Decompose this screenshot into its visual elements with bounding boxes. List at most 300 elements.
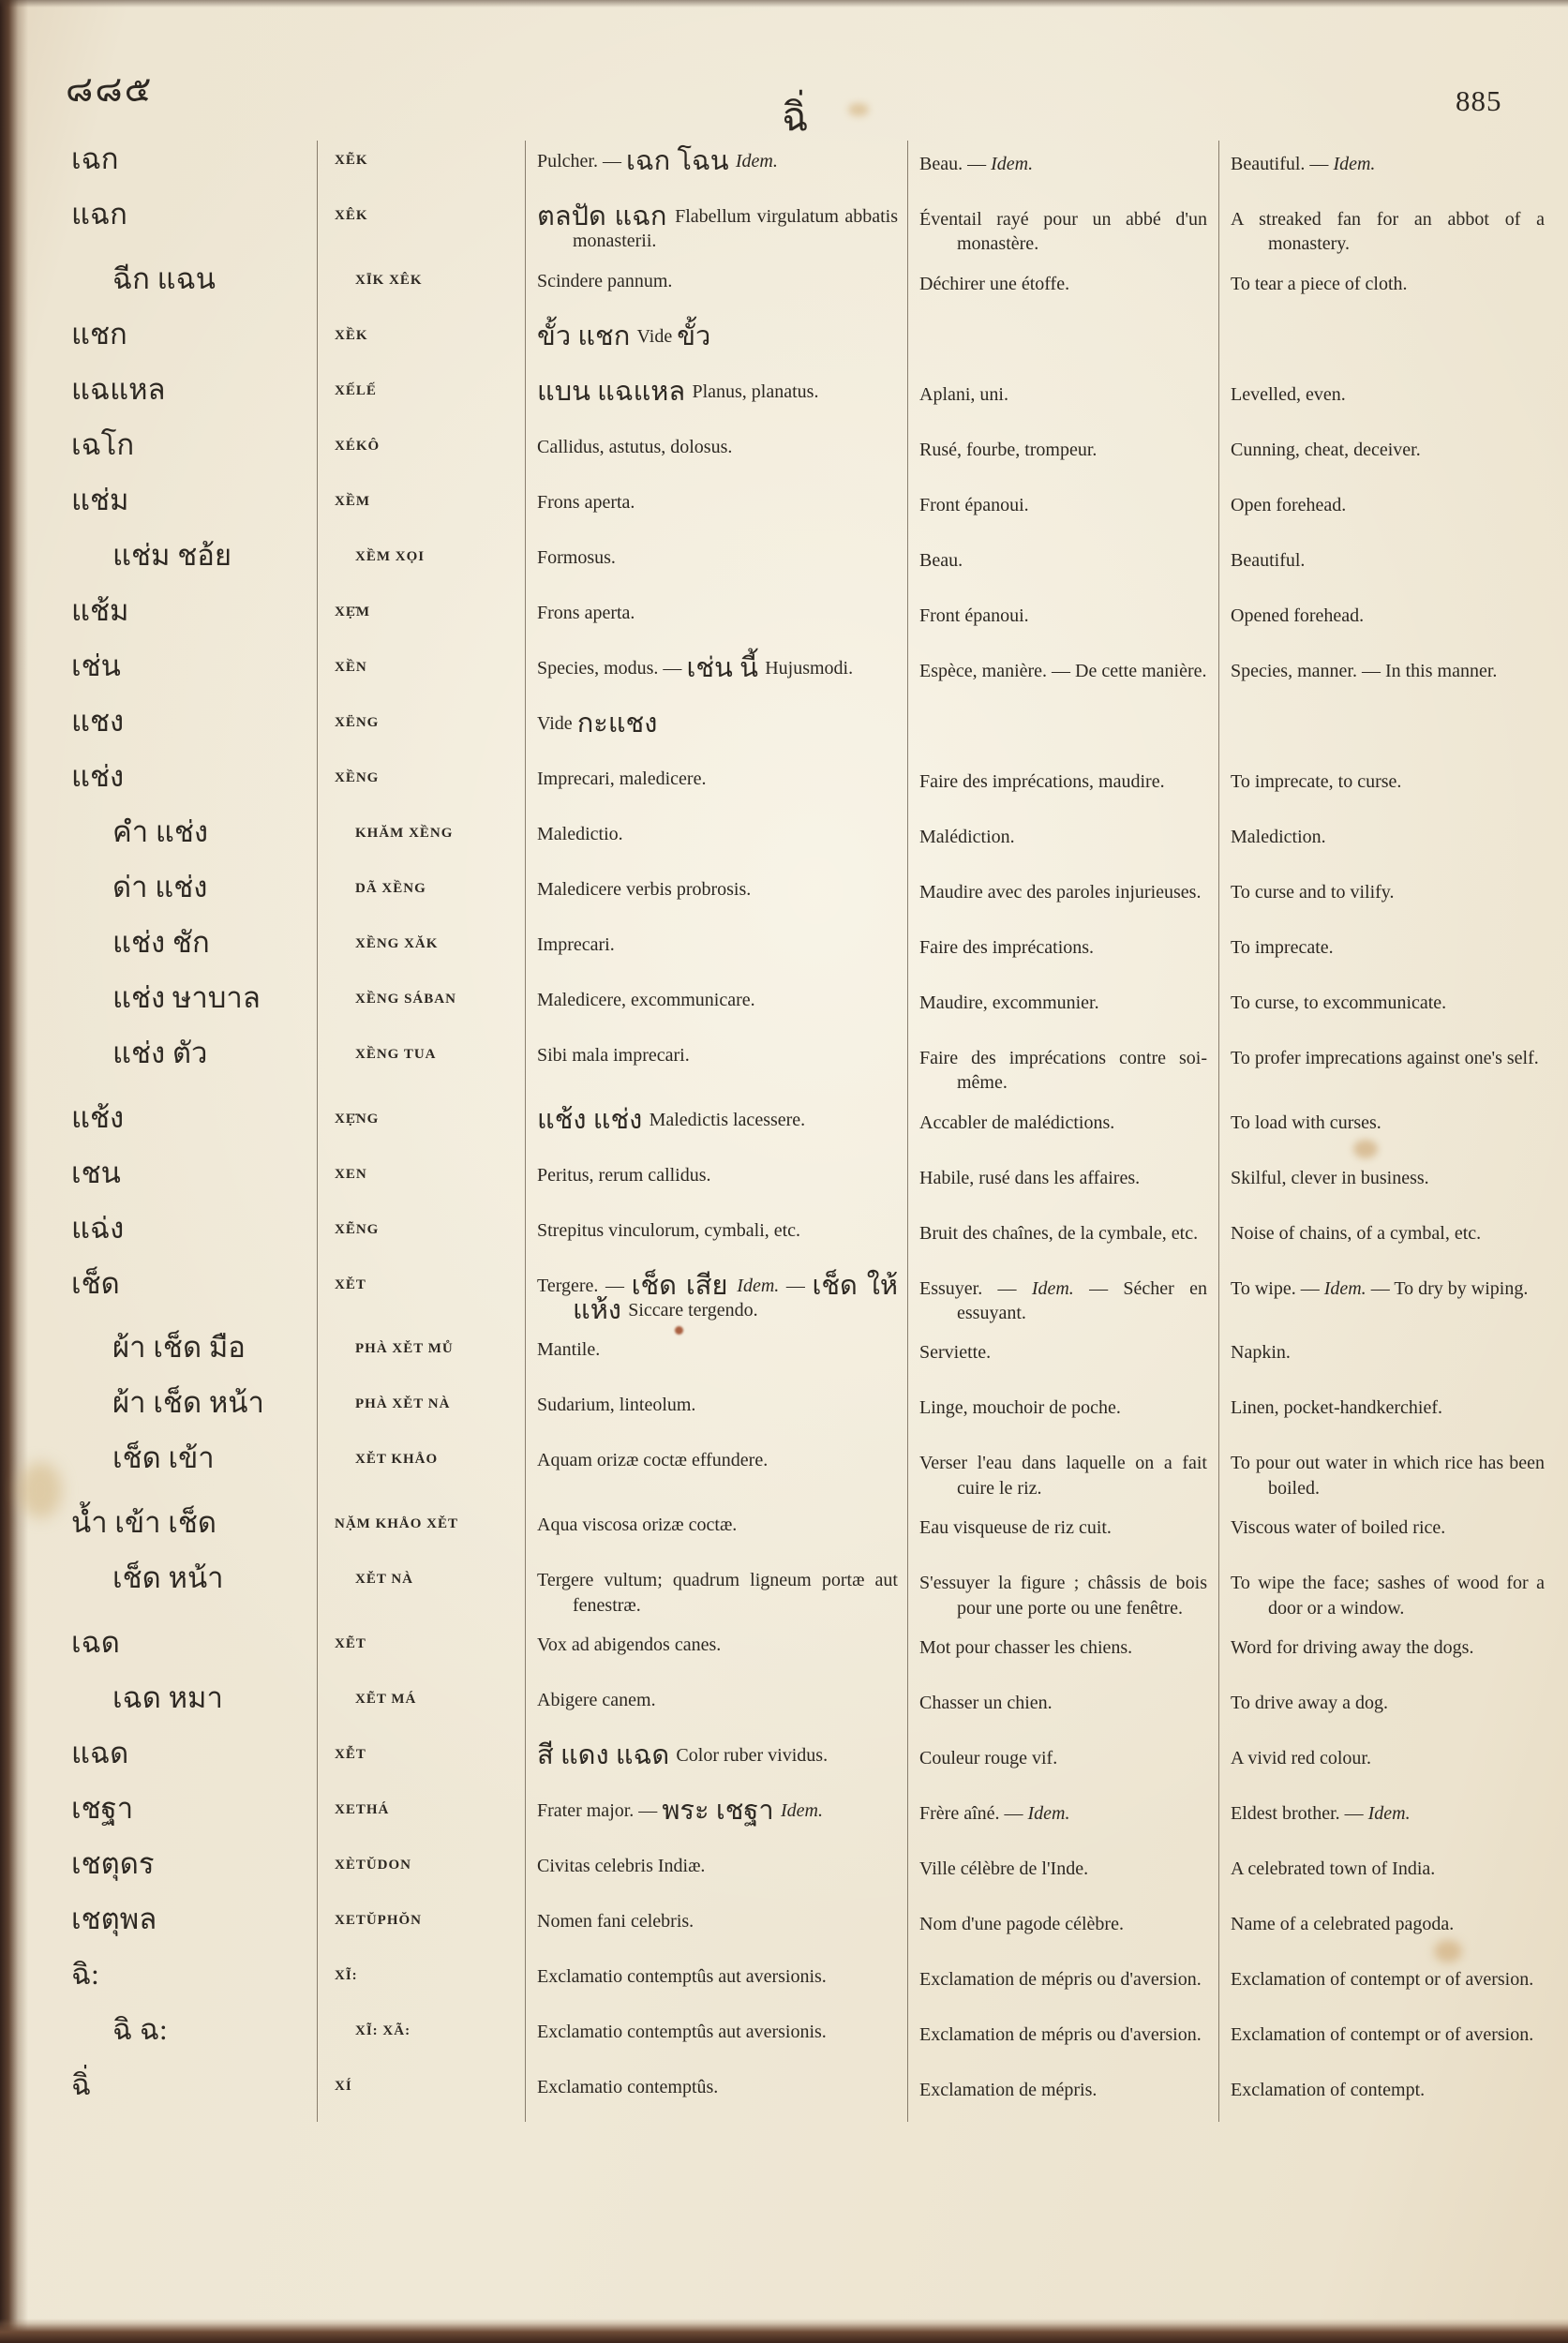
page-top-edge [0,0,1568,7]
definition-text: Flabellum virgulatum abbatis monasterii. [573,206,898,252]
definition-text: Maledicere verbis probrosis. [537,878,752,900]
latin-definition [525,482,907,537]
english-definition [1218,1790,1556,1845]
thai-headword: แช่ม [71,483,129,516]
dictionary-entry-row [36,1155,1556,1210]
thai-headword: เชตุพล [71,1902,157,1935]
thai-headword: เฉก [71,142,119,175]
definition-text: Idem. [780,1799,823,1821]
french-definition [907,592,1218,648]
definition-text: Exclamatio contemptûs aut aversionis. [537,1965,827,1987]
definition-text: Napkin. [1231,1342,1291,1364]
french-definition [907,537,1218,592]
definition-text: To curse and to vilify. [1231,881,1395,903]
definition-text: Accabler de malédictions. [919,1112,1115,1133]
dictionary-entry-row [36,1329,1556,1384]
definition-text: Tergere. — [537,1275,632,1296]
book-binding-edge [0,0,28,2343]
romanization: PHÀ XĚT NÀ [317,1384,525,1440]
definition-text: Skilful, clever in business. [1231,1167,1429,1188]
latin-definition [525,813,907,869]
romanization: XĪK XÊK [317,261,525,316]
inline-thai-text: สี แดง แฉด [537,1739,677,1770]
thai-headword: เช็ด หน้า [112,1561,224,1595]
dictionary-entry-row [36,1845,1556,1901]
definition-text: Maudire avec des paroles injurieuses. [919,881,1202,903]
romanization: DÃ XỀNG [317,869,525,924]
english-definition [1218,869,1556,924]
thai-headword: แฉ่ง [71,1211,125,1245]
dictionary-entry-row [36,648,1556,703]
latin-definition [525,316,907,371]
dictionary-entry-row [36,703,1556,758]
dictionary-entry-row [36,1504,1556,1560]
english-definition [1218,196,1556,261]
inline-thai-text: พระ เชฐา [662,1795,781,1826]
dictionary-entry-row [36,1384,1556,1440]
thai-headword: เฉโก [71,427,135,461]
definition-text: Imprecari, maledicere. [537,768,707,789]
definition-text: Maledicere, excommunicare. [537,989,755,1010]
latin-definition [525,1099,907,1155]
english-definition [1218,1560,1556,1624]
latin-definition [525,1155,907,1210]
definition-text: Beautiful. — [1231,154,1334,174]
definition-text: — Sécher en essuyant. [957,1277,1208,1323]
definition-text: Vox ad abigendos canes. [537,1634,722,1655]
english-definition [1218,261,1556,316]
english-definition [1218,813,1556,869]
english-definition [1218,648,1556,703]
thai-headword: เฉด [71,1625,120,1659]
definition-text: Malediction. [1231,826,1326,847]
french-definition [907,758,1218,813]
english-definition [1218,1099,1556,1155]
romanization: XĚT [317,1265,525,1330]
definition-text: Idem. [737,1275,780,1296]
inline-thai-text: ขั้ว แชก [537,321,637,351]
thai-headword: ด่า แช่ง [112,870,208,903]
english-definition [1218,371,1556,426]
latin-definition [525,1845,907,1901]
latin-definition [525,1624,907,1679]
latin-definition [525,1679,907,1735]
dictionary-entry-row [36,924,1556,979]
definition-text: Eldest brother. — [1231,1802,1368,1824]
definition-text: Verser l'eau dans laquelle on a fait cuire le riz. [919,1453,1207,1499]
definition-text: Déchirer une étoffe. [919,273,1070,294]
definition-text: Exclamation de mépris. [919,2079,1098,2100]
thai-headword: ฉิ ฉ: [112,2012,168,2046]
dictionary-entry-row [36,426,1556,482]
inline-thai-text: เช็ด เสีย [631,1270,738,1301]
definition-text: Maudire, excommunier. [919,992,1099,1013]
latin-definition [525,2011,907,2067]
definition-text: To load with curses. [1231,1112,1381,1133]
definition-text: Front épanoui. [919,494,1029,515]
thai-headword: ผ้า เช็ด มือ [112,1331,246,1365]
latin-definition [525,924,907,979]
latin-definition [525,426,907,482]
thai-headword: แช่ม ชอ้ย [112,538,232,572]
inline-thai-text: เช็ด ให้ แห้ง [573,1270,898,1325]
definition-text: Sibi mala imprecari. [537,1044,690,1066]
romanization: XĨ: [317,1956,525,2011]
definition-text: Formosus. [537,546,616,568]
definition-text: A celebrated town of India. [1231,1858,1436,1879]
definition-text: To drive away a dog. [1231,1692,1388,1713]
romanization: XÈTŬDON [317,1845,525,1901]
latin-definition [525,1035,907,1099]
latin-definition [525,592,907,648]
latin-definition [525,703,907,758]
english-definition [1218,1956,1556,2011]
dictionary-entry-row [36,316,1556,371]
english-definition [1218,1901,1556,1956]
dictionary-entry-row [36,196,1556,261]
english-definition [1218,1504,1556,1560]
french-definition [907,482,1218,537]
english-definition [1218,1624,1556,1679]
definition-text: Noise of chains, of a cymbal, etc. [1231,1222,1482,1244]
thai-headword: เฉด หมา [112,1680,223,1714]
definition-text: Mot pour chasser les chiens. [919,1636,1133,1658]
definition-text: Serviette. [919,1342,992,1364]
definition-text: Faire des imprécations. [919,936,1095,958]
definition-text: Species, modus. — [537,657,687,679]
definition-text: Cunning, cheat, deceiver. [1231,439,1421,460]
definition-text: Mantile. [537,1339,601,1361]
french-definition [907,648,1218,703]
dictionary-entry-row [36,482,1556,537]
french-definition [907,1329,1218,1384]
dictionary-entry-row [36,1624,1556,1679]
definition-text: Opened forehead. [1231,604,1365,626]
definition-text: Levelled, even. [1231,383,1346,405]
dictionary-entry-row [36,141,1556,196]
latin-definition [525,141,907,196]
latin-definition [525,869,907,924]
english-definition [1218,482,1556,537]
latin-definition [525,1440,907,1504]
dictionary-entry-row [36,371,1556,426]
definition-text: Faire des imprécations, maudire. [919,770,1165,792]
dictionary-entry-row [36,537,1556,592]
english-definition [1218,426,1556,482]
definition-text: Beau. — [919,154,992,174]
definition-text: Bruit des chaînes, de la cymbale, etc. [919,1222,1199,1244]
latin-definition [525,1384,907,1440]
french-definition [907,1504,1218,1560]
definition-text: Faire des imprécations contre soi-même. [919,1047,1207,1094]
romanization: XỀN [317,648,525,703]
thai-folio-number: ๘๘๕ [66,70,154,110]
definition-text: S'essuyer la figure ; châssis de bois pour une porte ou une fenêtre. [919,1573,1207,1619]
french-definition [907,1560,1218,1624]
definition-text: Frère aîné. — [919,1802,1028,1824]
definition-text: Hujusmodi. [765,657,854,679]
latin-definition [525,1210,907,1265]
latin-definition [525,1560,907,1624]
latin-definition [525,648,907,703]
definition-text: To profer imprecations against one's self. [1231,1047,1539,1068]
romanization: XETŬPHŎN [317,1901,525,1956]
definition-text: A vivid red colour. [1231,1747,1371,1768]
definition-text: Front épanoui. [919,604,1029,626]
french-definition [907,869,1218,924]
french-definition [907,261,1218,316]
romanization: XËNG [317,703,525,758]
english-definition [1218,1265,1556,1330]
definition-text: Civitas celebris Indiæ. [537,1855,706,1876]
romanization: XỀK [317,316,525,371]
thai-headword: แฉแหล [71,372,166,406]
romanization: XEN [317,1155,525,1210]
romanization: XỀNG TUA [317,1035,525,1099]
french-definition [907,1901,1218,1956]
page-bottom-edge [0,2319,1568,2343]
french-definition [907,1384,1218,1440]
definition-text: Ville célèbre de l'Inde. [919,1858,1089,1879]
dictionary-entry-row [36,2011,1556,2067]
definition-text: Idem. [1333,154,1376,174]
english-definition [1218,1329,1556,1384]
dictionary-entry-row [36,1440,1556,1504]
definition-text: Couleur rouge vif. [919,1747,1058,1768]
latin-definition [525,1790,907,1845]
thai-headword: เช่น [71,649,121,682]
inline-thai-text: เฉก โฉน [626,146,736,176]
definition-text: Vide [636,325,678,347]
definition-text: Nomen fani celebris. [537,1910,694,1932]
definition-text: Idem. [1031,1277,1074,1299]
latin-definition [525,1735,907,1790]
french-definition [907,813,1218,869]
english-definition [1218,1155,1556,1210]
french-definition [907,1155,1218,1210]
definition-text: Peritus, rerum callidus. [537,1164,711,1186]
definition-text: Idem. [991,154,1034,174]
dictionary-entry-row [36,1679,1556,1735]
romanization: XETHÁ [317,1790,525,1845]
english-definition [1218,1210,1556,1265]
dictionary-entry-row [36,261,1556,316]
thai-headword: ฉิ: [71,1957,99,1991]
page-number: 885 [1456,84,1502,117]
definition-text: Exclamation of contempt. [1231,2079,1426,2100]
latin-definition [525,1901,907,1956]
inline-thai-text: แบน แฉแหล [537,376,693,407]
definition-text: Idem. [1027,1802,1070,1824]
definition-text: Abigere canem. [537,1689,656,1710]
definition-text: Sudarium, linteolum. [537,1395,696,1416]
definition-text: Scindere pannum. [537,270,673,291]
french-definition [907,1265,1218,1330]
definition-text: Planus, planatus. [692,381,819,402]
definition-text: Essuyer. — [919,1277,1032,1299]
romanization: XẸ̈NG [317,1099,525,1155]
definition-text: Beau. [919,549,963,571]
french-definition [907,371,1218,426]
english-definition [1218,1035,1556,1099]
latin-definition [525,1329,907,1384]
thai-headword: แช่ง [71,759,125,793]
latin-definition [525,1504,907,1560]
definition-text: Viscous water of boiled rice. [1231,1517,1446,1539]
definition-text: To wipe. — [1231,1277,1324,1299]
latin-definition [525,2067,907,2122]
french-definition [907,703,1218,758]
definition-text: Pulcher. — [537,151,626,172]
english-definition [1218,758,1556,813]
latin-definition [525,537,907,592]
definition-text: Eau visqueuse de riz cuit. [919,1517,1112,1539]
romanization: XĚT KHÅO [317,1440,525,1504]
section-header-glyph: ฉิ่ [782,97,809,140]
definition-text: Name of a celebrated pagoda. [1231,1913,1455,1934]
definition-text: Beautiful. [1231,549,1306,571]
latin-definition [525,758,907,813]
romanization: XỀM XỌI [317,537,525,592]
definition-text: Chasser un chien. [919,1692,1053,1713]
dictionary-entry-row [36,1735,1556,1790]
definition-text: Siccare tergendo. [628,1299,758,1321]
latin-definition [525,196,907,261]
definition-text: Frons aperta. [537,491,635,513]
french-definition [907,141,1218,196]
french-definition [907,1210,1218,1265]
definition-text: To pour out water in which rice has been boiled. [1231,1453,1545,1499]
romanization: XỀNG [317,758,525,813]
latin-definition [525,261,907,316]
dictionary-entry-row [36,1956,1556,2011]
dictionary-entry-row [36,1901,1556,1956]
definition-text: Aquam orizæ coctæ effundere. [537,1450,769,1471]
romanization: XẸ̈M [317,592,525,648]
dictionary-entry-row [36,1265,1556,1330]
definition-text: Idem. [1367,1802,1411,1824]
dictionary-entry-row [36,979,1556,1035]
romanization: XÊK [317,196,525,261]
english-definition [1218,703,1556,758]
dictionary-entry-row [36,1560,1556,1624]
english-definition [1218,316,1556,371]
latin-definition [525,979,907,1035]
french-definition [907,1845,1218,1901]
thai-headword: เชตุดร [71,1846,155,1880]
dictionary-entry-row [36,758,1556,813]
definition-text: Idem. [1323,1277,1366,1299]
french-definition [907,1735,1218,1790]
english-definition [1218,537,1556,592]
english-definition [1218,2011,1556,2067]
romanization: XĨ: XÃ: [317,2011,525,2067]
french-definition [907,2011,1218,2067]
definition-text: Exclamation de mépris ou d'aversion. [919,2023,1202,2045]
dictionary-entry-row [36,1035,1556,1099]
thai-headword: แชก [71,317,127,351]
dictionary-entry-row [36,1790,1556,1845]
romanization: XẼNG [317,1210,525,1265]
thai-headword: แฉก [71,198,127,231]
thai-headword: แช่ง ชัก [112,925,210,959]
english-definition [1218,1384,1556,1440]
romanization: PHÀ XĚT MŮ [317,1329,525,1384]
definition-text: Maledictio. [537,823,623,844]
romanization: XỀM [317,482,525,537]
romanization: XẾLẾ [317,371,525,426]
definition-text: Nom d'une pagode célèbre. [919,1913,1124,1934]
dictionary-entry-row [36,869,1556,924]
romanization: KHĂM XỀNG [317,813,525,869]
thai-headword: ผ้า เช็ด หน้า [112,1386,264,1420]
definition-text: — [779,1275,813,1296]
thai-headword: คำ แช่ง [112,814,209,848]
french-definition [907,1035,1218,1099]
english-definition [1218,2067,1556,2122]
romanization: XÉKÔ [317,426,525,482]
thai-headword: แช่ง ตัว [112,1036,208,1069]
definition-text: Imprecari. [537,933,615,955]
romanization: XẼK [317,141,525,196]
romanization: NẶM KHÅO XĚT [317,1504,525,1560]
definition-text: Species, manner. — In this manner. [1231,660,1498,681]
definition-text: Callidus, astutus, dolosus. [537,436,733,457]
definition-text: A streaked fan for an abbot of a monastery. [1231,209,1545,255]
definition-text: Aqua viscosa orizæ coctæ. [537,1515,738,1536]
english-definition [1218,592,1556,648]
definition-text: To tear a piece of cloth. [1231,273,1408,294]
english-definition [1218,1679,1556,1735]
definition-text: Vide [537,712,577,734]
inline-thai-text: ตลปัด แฉก [537,201,676,231]
definition-text: Exclamation de mépris ou d'aversion. [919,1968,1202,1990]
english-definition [1218,924,1556,979]
definition-text: Exclamatio contemptûs aut aversionis. [537,2021,827,2042]
definition-text: Word for driving away the dogs. [1231,1636,1474,1658]
french-definition [907,924,1218,979]
english-definition [1218,1735,1556,1790]
thai-headword: แช่ง ษาบาล [112,980,261,1014]
definition-text: Rusé, fourbe, trompeur. [919,439,1098,460]
romanization: XỀNG SÁBAN [317,979,525,1035]
definition-text: Aplani, uni. [919,383,1008,405]
dictionary-entry-row [36,2067,1556,2122]
thai-headword: แช้ง [71,1100,125,1134]
definition-text: Habile, rusé dans les affaires. [919,1167,1141,1188]
romanization: XẼT [317,1624,525,1679]
thai-headword: น้ำ เข้า เช็ด [71,1506,217,1540]
definition-text: Idem. [735,151,778,172]
romanization: XỄT [317,1735,525,1790]
thai-headword: เชน [71,1156,121,1189]
dictionary-entry-row [36,1210,1556,1265]
definition-text: Open forehead. [1231,494,1347,515]
definition-text: Color ruber vividus. [676,1744,829,1766]
definition-text: To wipe the face; sashes of wood for a door or a window. [1231,1573,1545,1619]
french-definition [907,1956,1218,2011]
definition-text: Tergere vultum; quadrum ligneum portæ aut fenestræ. [537,1570,898,1616]
romanization: XẼT MÁ [317,1679,525,1735]
definition-text: Strepitus vinculorum, cymbali, etc. [537,1219,801,1241]
definition-text: Linen, pocket-handkerchief. [1231,1397,1443,1419]
latin-definition [525,1956,907,2011]
english-definition [1218,1440,1556,1504]
inline-thai-text: กะแชง [576,708,658,739]
french-definition [907,426,1218,482]
french-definition [907,196,1218,261]
paper-stain [848,103,869,116]
